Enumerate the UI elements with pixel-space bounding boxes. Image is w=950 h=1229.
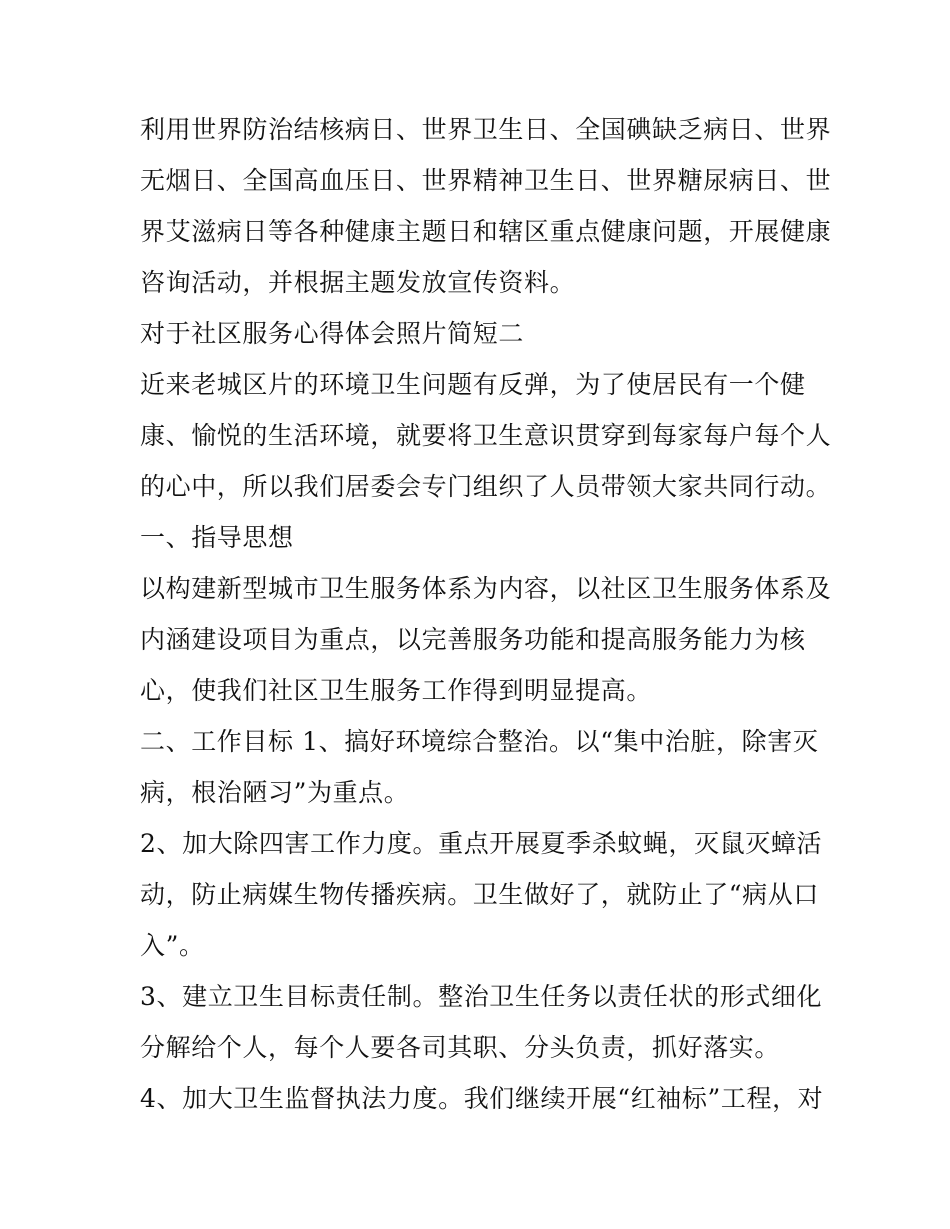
heading-guiding-thought: 一、指导思想 (140, 523, 294, 552)
text-line: 咨询活动，并根据主题发放宣传资料。 (140, 268, 576, 297)
text-line: 以构建新型城市卫生服务体系为内容，以社区卫生服务体系及 (140, 574, 832, 603)
text-line: 近来老城区片的环境卫生问题有反弹，为了使居民有一个健 (140, 370, 806, 399)
text-line: 分解给个人，每个人要各司其职、分头负责，抓好落实。 (140, 1033, 781, 1062)
document-body (140, 104, 830, 1124)
text-line: 心，使我们社区卫生服务工作得到明显提高。 (140, 676, 653, 705)
text-line: 病，根治陋习”为重点。 (140, 778, 410, 807)
text-line: 动，防止病媒生物传播疾病。卫生做好了，就防止了“病从口 (140, 880, 819, 909)
text-line: 利用世界防治结核病日、世界卫生日、全国碘缺乏病日、世界 (140, 115, 832, 144)
text-line: 界艾滋病日等各种健康主题日和辖区重点健康问题，开展健康 (140, 217, 832, 246)
list-item-3: 3、建立卫生目标责任制。整治卫生任务以责任状的形式细化 (140, 982, 823, 1011)
text-line: 的心中，所以我们居委会专门组织了人员带领大家共同行动。 (140, 472, 832, 501)
list-item-4: 4、加大卫生监督执法力度。我们继续开展“红袖标”工程，对 (140, 1084, 824, 1113)
list-item-2: 2、加大除四害工作力度。重点开展夏季杀蚊蝇，灭鼠灭蟑活 (140, 829, 823, 858)
text-line: 无烟日、全国高血压日、世界精神卫生日、世界糖尿病日、世 (140, 166, 832, 195)
heading-work-goals: 二、工作目标 1、搞好环境综合整治。以“集中治脏，除害灭 (140, 727, 819, 756)
section-title: 对于社区服务心得体会照片简短二 (140, 319, 525, 348)
text-line: 入”。 (140, 931, 205, 960)
text-line: 康、愉悦的生活环境，就要将卫生意识贯穿到每家每户每个人 (140, 421, 832, 450)
text-line: 内涵建设项目为重点，以完善服务功能和提高服务能力为核 (140, 625, 806, 654)
